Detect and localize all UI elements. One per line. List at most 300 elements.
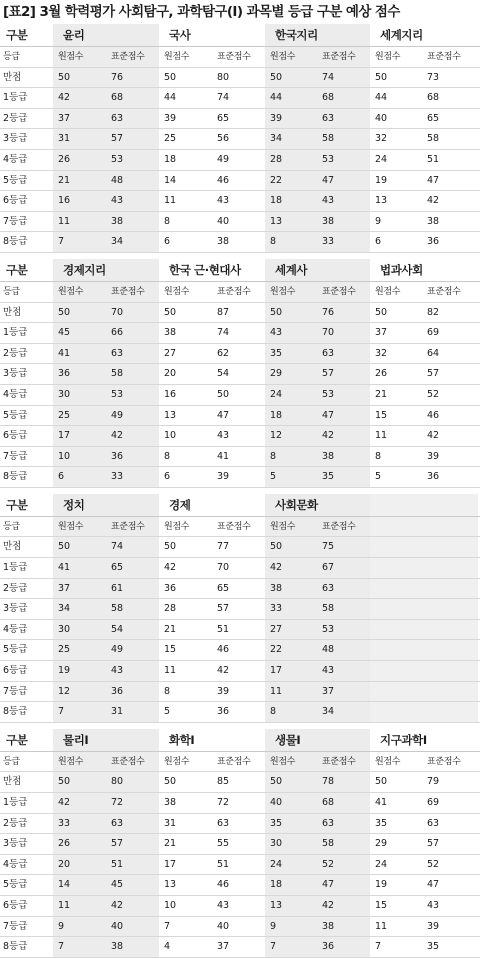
table-row [0,406,480,427]
standard-score-cell: 52 [422,855,478,875]
raw-score-cell: 13 [159,875,212,895]
standard-score-cell: 63 [317,344,370,364]
standard-score-cell: 66 [106,323,159,343]
grade-label: 3등급 [0,364,53,384]
raw-score-cell: 21 [370,385,422,405]
standard-score-label: 표준점수 [106,517,159,537]
raw-score-cell: 6 [159,467,212,487]
standard-score-cell: 77 [212,537,265,557]
standard-score-cell: 36 [212,702,265,722]
raw-score-label: 원점수 [53,282,106,302]
standard-score-cell: 76 [106,68,159,88]
raw-score-cell: 42 [53,88,106,108]
raw-score-cell: 30 [265,834,317,854]
raw-score-cell: 16 [159,385,212,405]
standard-score-cell: 53 [317,385,370,405]
raw-score-cell: 18 [265,406,317,426]
raw-score-cell: 50 [370,303,422,323]
column-header-row [0,517,480,538]
subject-name: 법과사회 [370,259,478,281]
grade-label: 2등급 [0,109,53,129]
standard-score-cell: 70 [212,558,265,578]
standard-score-cell: 41 [212,447,265,467]
table-row [0,814,480,835]
raw-score-cell: 13 [265,212,317,232]
raw-score-cell: 6 [53,467,106,487]
standard-score-cell: 47 [317,875,370,895]
table-row [0,640,480,661]
raw-score-label: 원점수 [159,282,212,302]
standard-score-cell: 53 [317,150,370,170]
standard-score-label: 표준점수 [317,282,370,302]
standard-score-cell: 63 [422,814,478,834]
empty-cell [422,537,478,557]
subject-name: 정치 [53,494,159,516]
table-row [0,467,480,488]
standard-score-cell: 57 [106,129,159,149]
raw-score-cell: 40 [265,793,317,813]
standard-score-cell: 38 [317,212,370,232]
standard-score-cell: 40 [106,917,159,937]
raw-score-cell: 36 [159,579,212,599]
table-row [0,109,480,130]
table-row [0,558,480,579]
standard-score-cell: 43 [212,426,265,446]
standard-score-cell: 64 [422,344,478,364]
standard-score-label: 표준점수 [212,752,265,772]
empty-cell [422,661,478,681]
standard-score-cell: 42 [422,426,478,446]
raw-score-cell: 19 [370,171,422,191]
standard-score-cell: 55 [212,834,265,854]
raw-score-cell: 50 [53,303,106,323]
standard-score-cell: 53 [106,150,159,170]
standard-score-cell: 36 [317,937,370,957]
table-row [0,896,480,917]
standard-score-cell: 47 [422,171,478,191]
raw-score-label: 원점수 [370,47,422,67]
empty-cell [370,537,422,557]
raw-score-cell: 16 [53,191,106,211]
standard-score-cell: 65 [212,109,265,129]
raw-score-cell: 11 [159,661,212,681]
raw-score-cell: 25 [159,129,212,149]
raw-score-cell: 5 [370,467,422,487]
grade-label: 7등급 [0,447,53,467]
table-row [0,537,480,558]
standard-score-cell: 39 [212,467,265,487]
grade-label: 7등급 [0,917,53,937]
table-row [0,171,480,192]
grade-label: 3등급 [0,599,53,619]
raw-score-cell: 26 [53,150,106,170]
raw-score-cell: 7 [53,702,106,722]
raw-score-cell: 33 [265,599,317,619]
standard-score-cell: 39 [422,447,478,467]
standard-score-cell: 43 [106,661,159,681]
standard-score-cell: 36 [106,447,159,467]
standard-score-cell: 63 [106,814,159,834]
standard-score-cell: 85 [212,772,265,792]
standard-score-cell: 31 [106,702,159,722]
raw-score-cell: 11 [265,682,317,702]
empty-cell [422,517,478,537]
table-row [0,620,480,641]
raw-score-cell: 7 [159,917,212,937]
standard-score-cell: 68 [317,793,370,813]
standard-score-cell: 63 [106,109,159,129]
raw-score-cell: 7 [370,937,422,957]
standard-score-cell: 58 [317,599,370,619]
standard-score-cell: 45 [106,875,159,895]
standard-score-cell: 58 [106,599,159,619]
grade-label: 1등급 [0,793,53,813]
table-row [0,426,480,447]
raw-score-cell: 19 [53,661,106,681]
empty-cell [422,579,478,599]
standard-score-cell: 52 [422,385,478,405]
standard-score-cell: 68 [106,88,159,108]
raw-score-cell: 6 [159,232,212,252]
standard-score-label: 표준점수 [106,752,159,772]
raw-score-cell: 27 [159,344,212,364]
raw-score-label: 원점수 [159,752,212,772]
standard-score-cell: 42 [422,191,478,211]
raw-score-cell: 8 [265,232,317,252]
table-row [0,447,480,468]
subject-header-row [0,259,480,282]
empty-cell [370,682,422,702]
raw-score-cell: 22 [265,640,317,660]
grade-label: 5등급 [0,640,53,660]
grade-column-label: 등급 [0,282,53,302]
standard-score-cell: 72 [212,793,265,813]
standard-score-cell: 67 [317,558,370,578]
table-row [0,661,480,682]
raw-score-cell: 34 [53,599,106,619]
standard-score-cell: 36 [422,467,478,487]
raw-score-cell: 27 [265,620,317,640]
grade-label: 4등급 [0,150,53,170]
standard-score-cell: 48 [106,171,159,191]
grade-table-1 [0,24,480,253]
raw-score-cell: 32 [370,129,422,149]
table-row [0,68,480,89]
raw-score-label: 원점수 [159,47,212,67]
raw-score-cell: 33 [53,814,106,834]
raw-score-cell: 50 [265,68,317,88]
raw-score-label: 원점수 [159,517,212,537]
raw-score-cell: 44 [159,88,212,108]
raw-score-cell: 8 [265,702,317,722]
subject-header-row [0,729,480,752]
raw-score-cell: 43 [265,323,317,343]
standard-score-cell: 62 [212,344,265,364]
standard-score-cell: 74 [212,323,265,343]
raw-score-cell: 25 [53,406,106,426]
standard-score-cell: 35 [422,937,478,957]
standard-score-cell: 80 [212,68,265,88]
raw-score-cell: 21 [159,834,212,854]
standard-score-cell: 47 [212,406,265,426]
raw-score-cell: 34 [265,129,317,149]
subject-name: 생물I [265,729,370,751]
standard-score-cell: 43 [422,896,478,916]
standard-score-cell: 50 [212,385,265,405]
standard-score-cell: 63 [106,344,159,364]
table-row [0,834,480,855]
standard-score-cell: 38 [317,917,370,937]
raw-score-cell: 17 [53,426,106,446]
subject-name: 지구과학I [370,729,478,751]
grade-table-3 [0,494,480,723]
raw-score-cell: 28 [265,150,317,170]
raw-score-cell: 11 [53,896,106,916]
standard-score-cell: 79 [422,772,478,792]
empty-cell [422,682,478,702]
standard-score-cell: 75 [317,537,370,557]
standard-score-label: 표준점수 [422,47,478,67]
subject-name: 윤리 [53,24,159,46]
raw-score-cell: 13 [159,406,212,426]
raw-score-cell: 12 [265,426,317,446]
empty-cell [422,702,478,722]
standard-score-cell: 68 [422,88,478,108]
standard-score-label: 표준점수 [106,47,159,67]
table-row [0,129,480,150]
standard-score-cell: 49 [106,640,159,660]
standard-score-cell: 40 [212,212,265,232]
grade-label: 4등급 [0,385,53,405]
raw-score-cell: 20 [53,855,106,875]
raw-score-cell: 5 [159,702,212,722]
standard-score-cell: 43 [106,191,159,211]
standard-score-cell: 51 [212,620,265,640]
score-tables [0,24,480,958]
standard-score-cell: 69 [422,323,478,343]
grade-label: 만점 [0,303,53,323]
raw-score-cell: 9 [53,917,106,937]
subject-name: 화학I [159,729,265,751]
standard-score-cell: 33 [317,232,370,252]
raw-score-cell: 21 [159,620,212,640]
standard-score-cell: 33 [106,467,159,487]
raw-score-cell: 39 [265,109,317,129]
standard-score-cell: 47 [317,406,370,426]
raw-score-cell: 36 [53,364,106,384]
standard-score-cell: 42 [106,896,159,916]
standard-score-cell: 58 [317,129,370,149]
raw-score-cell: 24 [265,385,317,405]
raw-score-cell: 31 [159,814,212,834]
raw-score-cell: 50 [53,772,106,792]
standard-score-label: 표준점수 [212,47,265,67]
empty-cell [370,661,422,681]
subject-name: 국사 [159,24,265,46]
raw-score-cell: 11 [370,917,422,937]
raw-score-cell: 30 [53,385,106,405]
standard-score-cell: 34 [317,702,370,722]
raw-score-cell: 18 [265,191,317,211]
table-row [0,212,480,233]
group-label: 구분 [0,24,53,46]
grade-column-label: 등급 [0,47,53,67]
group-label: 구분 [0,259,53,281]
standard-score-cell: 74 [212,88,265,108]
raw-score-cell: 32 [370,344,422,364]
grade-table-2 [0,259,480,488]
standard-score-cell: 65 [106,558,159,578]
standard-score-cell: 46 [422,406,478,426]
standard-score-cell: 56 [212,129,265,149]
standard-score-cell: 73 [422,68,478,88]
standard-score-cell: 49 [106,406,159,426]
raw-score-label: 원점수 [53,47,106,67]
standard-score-cell: 36 [106,682,159,702]
grade-label: 5등급 [0,171,53,191]
standard-score-cell: 37 [317,682,370,702]
raw-score-cell: 8 [159,682,212,702]
raw-score-cell: 11 [53,212,106,232]
grade-label: 만점 [0,772,53,792]
standard-score-cell: 42 [317,896,370,916]
raw-score-cell: 15 [159,640,212,660]
standard-score-label: 표준점수 [317,47,370,67]
standard-score-cell: 76 [317,303,370,323]
standard-score-cell: 58 [106,364,159,384]
raw-score-cell: 14 [159,171,212,191]
empty-cell [370,579,422,599]
standard-score-cell: 38 [422,212,478,232]
grade-column-label: 등급 [0,752,53,772]
grade-label: 만점 [0,537,53,557]
raw-score-cell: 6 [370,232,422,252]
grade-label: 8등급 [0,467,53,487]
standard-score-cell: 38 [106,212,159,232]
raw-score-cell: 12 [53,682,106,702]
table-row [0,323,480,344]
subject-header-row [0,494,480,517]
grade-label: 1등급 [0,558,53,578]
standard-score-cell: 43 [317,661,370,681]
raw-score-cell: 40 [370,109,422,129]
raw-score-cell: 37 [370,323,422,343]
raw-score-cell: 18 [265,875,317,895]
grade-label: 6등급 [0,896,53,916]
raw-score-cell: 50 [370,68,422,88]
standard-score-cell: 65 [212,579,265,599]
grade-label: 4등급 [0,620,53,640]
standard-score-cell: 39 [212,682,265,702]
empty-cell [370,517,422,537]
grade-label: 2등급 [0,344,53,364]
standard-score-cell: 39 [422,917,478,937]
standard-score-cell: 80 [106,772,159,792]
raw-score-cell: 50 [159,68,212,88]
raw-score-label: 원점수 [265,47,317,67]
standard-score-cell: 53 [317,620,370,640]
empty-cell [422,599,478,619]
standard-score-cell: 63 [317,579,370,599]
raw-score-cell: 8 [265,447,317,467]
standard-score-cell: 63 [212,814,265,834]
standard-score-cell: 42 [106,426,159,446]
raw-score-cell: 39 [159,109,212,129]
standard-score-cell: 37 [212,937,265,957]
standard-score-cell: 38 [212,232,265,252]
raw-score-cell: 5 [265,467,317,487]
grade-label: 5등급 [0,406,53,426]
grade-table-4 [0,729,480,958]
table-row [0,772,480,793]
raw-score-cell: 41 [53,558,106,578]
empty-cell [370,558,422,578]
raw-score-cell: 35 [370,814,422,834]
standard-score-cell: 68 [317,88,370,108]
table-row [0,875,480,896]
raw-score-cell: 7 [265,937,317,957]
subject-name: 경제지리 [53,259,159,281]
raw-score-cell: 50 [265,537,317,557]
raw-score-cell: 42 [159,558,212,578]
standard-score-cell: 61 [106,579,159,599]
grade-label: 8등급 [0,937,53,957]
grade-label: 3등급 [0,834,53,854]
table-row [0,191,480,212]
standard-score-cell: 72 [106,793,159,813]
standard-score-cell: 46 [212,171,265,191]
raw-score-cell: 50 [53,68,106,88]
grade-label: 2등급 [0,579,53,599]
standard-score-cell: 43 [212,191,265,211]
table-row [0,917,480,938]
table-row [0,937,480,958]
raw-score-cell: 31 [53,129,106,149]
standard-score-cell: 38 [106,937,159,957]
standard-score-label: 표준점수 [212,517,265,537]
raw-score-label: 원점수 [265,282,317,302]
raw-score-cell: 19 [370,875,422,895]
raw-score-cell: 8 [159,447,212,467]
raw-score-cell: 26 [370,364,422,384]
standard-score-cell: 63 [317,814,370,834]
raw-score-cell: 10 [53,447,106,467]
standard-score-cell: 63 [317,109,370,129]
standard-score-cell: 57 [317,364,370,384]
table-row [0,793,480,814]
grade-label: 6등급 [0,426,53,446]
standard-score-cell: 43 [317,191,370,211]
table-row [0,385,480,406]
raw-score-cell: 7 [53,937,106,957]
raw-score-label: 원점수 [53,752,106,772]
grade-label: 7등급 [0,682,53,702]
table-row [0,579,480,600]
raw-score-cell: 10 [159,896,212,916]
raw-score-cell: 21 [53,171,106,191]
raw-score-cell: 42 [265,558,317,578]
grade-label: 3등급 [0,129,53,149]
raw-score-cell: 35 [265,814,317,834]
raw-score-cell: 38 [159,793,212,813]
standard-score-cell: 52 [317,855,370,875]
raw-score-cell: 50 [159,303,212,323]
standard-score-cell: 42 [212,661,265,681]
raw-score-cell: 50 [265,772,317,792]
subject-name: 물리I [53,729,159,751]
standard-score-cell: 46 [212,875,265,895]
raw-score-label: 원점수 [265,752,317,772]
